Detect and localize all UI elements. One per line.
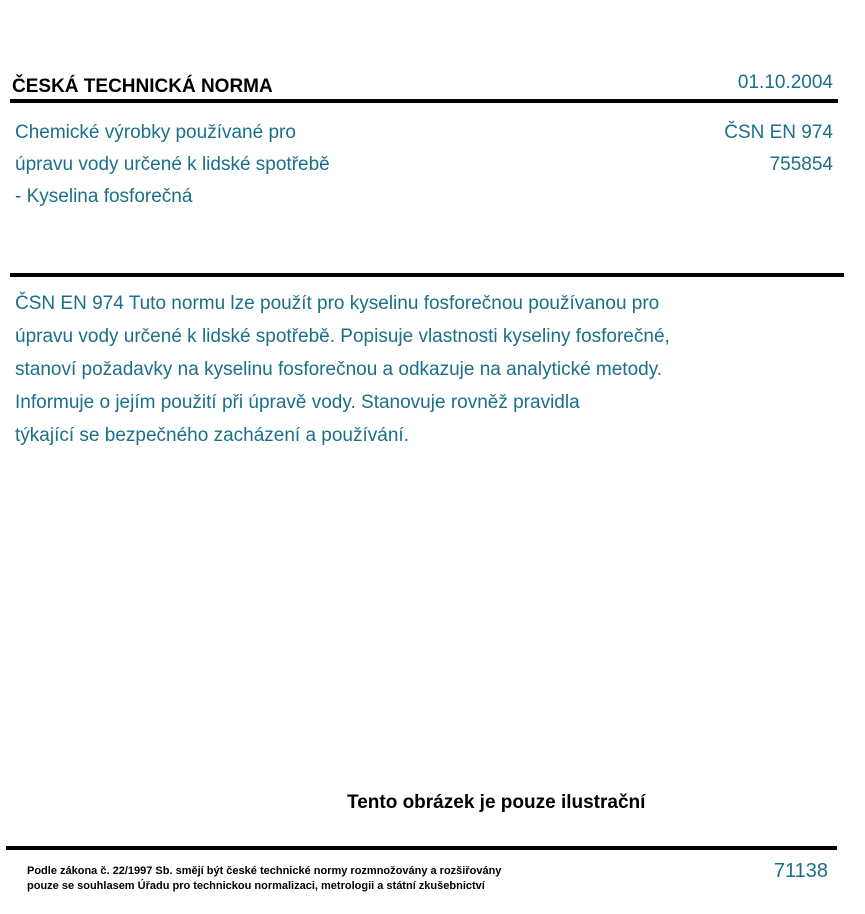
document-header-title: ČESKÁ TECHNICKÁ NORMA <box>12 76 273 97</box>
abstract-text <box>15 287 670 452</box>
header-divider <box>10 99 838 103</box>
standard-code: ČSN EN 974 <box>724 122 833 143</box>
standard-title-line: - Kyselina fosforečná <box>15 186 193 207</box>
abstract-line: úpravu vody určené k lidské spotřebě. Popisuje vlastnosti kyseliny fosforečné, <box>15 326 670 347</box>
legal-notice-line: pouze se souhlasem Úřadu pro technickou normalizaci, metrologii a státní zkušebnictví <box>27 880 485 892</box>
abstract-line: Informuje o jejím použití při úpravě vody. Stanovuje rovněž pravidla <box>15 392 580 413</box>
footer-divider <box>6 846 837 850</box>
illustration-note: Tento obrázek je pouze ilustrační <box>347 792 646 813</box>
document-number: 71138 <box>773 860 828 882</box>
legal-notice <box>27 864 501 894</box>
standard-codes <box>724 117 833 181</box>
standard-title-line: Chemické výrobky používané pro <box>15 122 296 143</box>
legal-notice-line: Podle zákona č. 22/1997 Sb. smějí být české technické normy rozmnožovány a rozšiřovány <box>27 865 502 877</box>
issue-date: 01.10.2004 <box>737 72 833 93</box>
abstract-line: ČSN EN 974 Tuto normu lze použít pro kyselinu fosforečnou používanou pro <box>15 293 660 314</box>
abstract-line: týkající se bezpečného zacházení a používání. <box>15 425 409 446</box>
abstract-line: stanoví požadavky na kyselinu fosforečnou a odkazuje na analytické metody. <box>15 359 663 380</box>
section-divider <box>10 273 844 277</box>
standard-title-line: úpravu vody určené k lidské spotřebě <box>15 154 330 175</box>
standard-title <box>15 117 330 213</box>
class-number: 755854 <box>769 154 833 175</box>
